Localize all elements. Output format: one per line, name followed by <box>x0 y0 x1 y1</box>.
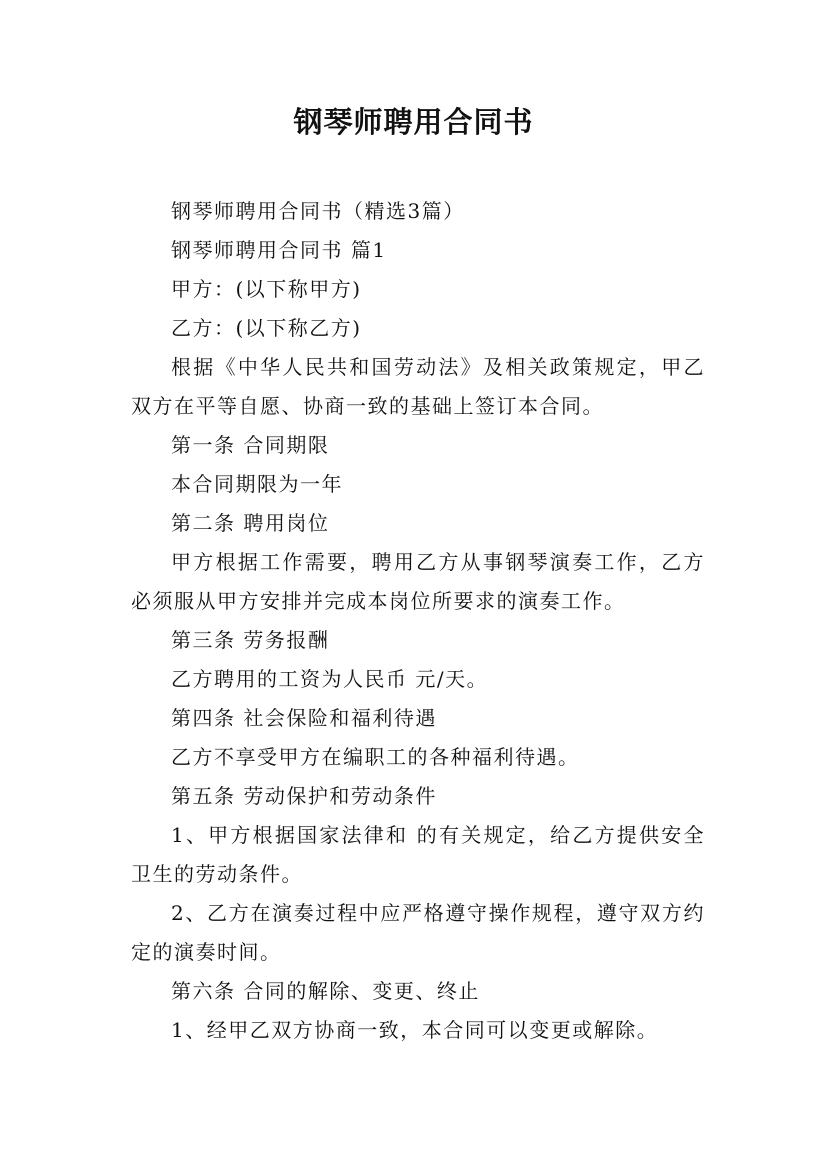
clause-2-heading: 第二条 聘用岗位 <box>171 511 330 535</box>
clause-1-heading: 第一条 合同期限 <box>171 433 330 457</box>
clause-6-item-1: 1、经甲乙双方协商一致，本合同可以变更或解除。 <box>171 1018 659 1042</box>
clause-4-heading: 第四条 社会保险和福利待遇 <box>171 706 437 730</box>
paragraph-party-b: 乙方：(以下称乙方) <box>171 316 362 340</box>
clause-3-heading: 第三条 劳务报酬 <box>171 628 330 652</box>
paragraph-party-a: 甲方：(以下称甲方) <box>171 277 362 301</box>
clause-1-text: 本合同期限为一年 <box>171 472 343 496</box>
clause-5-item-2: 2、乙方在演奏过程中应严格遵守操作规程，遵守双方约定的演奏时间。 <box>131 901 705 964</box>
clause-5-heading: 第五条 劳动保护和劳动条件 <box>171 784 437 808</box>
clause-3-text: 乙方聘用的工资为人民币 元/天。 <box>171 667 489 691</box>
paragraph-preamble: 根据《中华人民共和国劳动法》及相关政策规定，甲乙双方在平等自愿、协商一致的基础上签订本合同。 <box>131 355 705 418</box>
clause-2-text: 甲方根据工作需要，聘用乙方从事钢琴演奏工作，乙方必须服从甲方安排并完成本岗位所要求的演奏工作。 <box>131 550 705 613</box>
document-title: 钢琴师聘用合同书 <box>293 105 534 139</box>
clause-5-item-1: 1、甲方根据国家法律和 的有关规定，给乙方提供安全卫生的劳动条件。 <box>131 823 705 886</box>
paragraph-article-heading: 钢琴师聘用合同书 篇1 <box>171 238 387 262</box>
document-body <box>131 192 705 1050</box>
clause-6-heading: 第六条 合同的解除、变更、终止 <box>171 979 480 1003</box>
clause-4-text: 乙方不享受甲方在编职工的各种福利待遇。 <box>171 745 580 769</box>
paragraph-subtitle: 钢琴师聘用合同书（精选3篇） <box>171 199 465 223</box>
